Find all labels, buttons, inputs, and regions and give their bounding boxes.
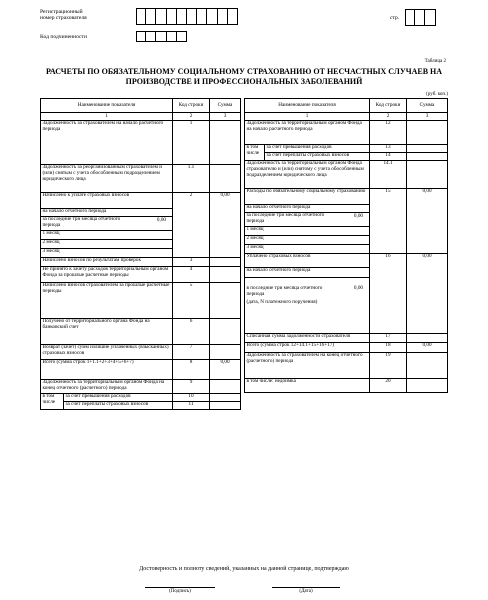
table-row: Начислено взносов страхователем за прошлые расчетные периоды 5	[41, 282, 241, 318]
table-row: Всего (сумма строк 1+1.1+2+3+4+5+6+7) 8 0,00	[41, 359, 241, 379]
signature-line[interactable]	[145, 587, 215, 588]
row-2-sum[interactable]: 0,00	[210, 192, 241, 208]
table-row: Задолженность за территориальным органом Фонда на начало расчетного периода 12	[245, 120, 448, 144]
table-row: на начало отчетного периода	[41, 208, 241, 216]
right-table: Наименование показателя Код строки Сумма 1 2 3 Задолженность за территориальным органом Фонда на начало расчетного периода 12 в том числе за счет превышения расходов 13 за счет переплаты страховых взносов 14 Задолженность за территориальным органом Фонда страхователю и (или) снятому с учета обособленным подразделением юридического лица 14.1 Расходы по обязательному социальному страхованию 15 0,00 на начало отчетного периода за последние три месяца отчетного периода 0,00 1 месяц 2 месяц 3 месяц Уплачено страховых взносов 16 0,00 на начало отчетного периода в последние три месяца отчетного периода (дата, N платежного поручения) 0,00 Списанная сумма задолженности страхователя 17 Всего (сумма строк 12+14.1+15+16+17) 18 0,00 Задолженность за страхователем на конец отчетного (расчетного) периода 19 в том числе: недоимка 20	[244, 98, 448, 393]
reg-number-cells[interactable]	[136, 8, 238, 25]
row-10-sum[interactable]	[210, 393, 241, 401]
row-18-sum[interactable]: 0,00	[407, 342, 448, 352]
table-row: за счет переплаты страховых взносов 11	[41, 401, 241, 409]
table-row: Уплачено страховых взносов 16 0,00	[245, 253, 448, 267]
row-16-sum[interactable]: 0,00	[407, 253, 448, 267]
row-5-sum[interactable]	[210, 282, 241, 318]
col-sum-header: Сумма	[210, 99, 241, 113]
page-label: стр.	[390, 15, 400, 21]
table-row: Не принято к зачету расходов территориальным органом Фонда за прошлые расчетные периоды 4	[41, 266, 241, 282]
sub-code-label: Код подчиненности	[40, 34, 87, 40]
table-row: в том числе за счет превышения расходов 10	[41, 393, 241, 401]
table-row: в том числе: недоимка 20	[245, 378, 448, 392]
row-13-sum[interactable]	[407, 144, 448, 152]
table-row: Всего (сумма строк 12+14.1+15+16+17) 18 0,00	[245, 342, 448, 352]
reg-number-label: Регистрационный номер страхователя	[40, 9, 87, 22]
table-row: Задолженность за реорганизованным страхователем и (или) снятым с учета обособленным подразделением юридического лица 1.1	[41, 164, 241, 192]
row-19-sum[interactable]	[407, 352, 448, 378]
table-row: Начислено к уплате страховых взносов 2 0,00	[41, 192, 241, 208]
signature-label: (Подпись)	[169, 589, 191, 594]
page-number-cells[interactable]	[405, 9, 436, 26]
row-7-sum[interactable]	[210, 344, 241, 359]
row-17-sum[interactable]	[407, 333, 448, 342]
table-row: Получено от территориального органа Фонда на банковский счет 6	[41, 318, 241, 344]
table-row: Задолженность за территориальным органом Фонда страхователю и (или) снятому с учета обособленным подразделением юридического лица 14.1	[245, 160, 448, 188]
row-20-sum[interactable]	[407, 378, 448, 392]
row-6-sum[interactable]	[210, 318, 241, 344]
table-row: Задолженность за страхователем на начало расчетного периода 1	[41, 120, 241, 164]
row-14-sum[interactable]	[407, 152, 448, 160]
row-15-sum[interactable]: 0,00	[407, 188, 448, 204]
row-3-sum[interactable]	[210, 257, 241, 266]
table-row: Начислено взносов по результатам проверок 3	[41, 257, 241, 266]
table-number: Таблица 2	[424, 59, 446, 64]
row-14-1-sum[interactable]	[407, 160, 448, 188]
row-4-sum[interactable]	[210, 266, 241, 282]
left-table: Наименование показателя Код строки Сумма 1 2 3 Задолженность за страхователем на начало расчетного периода 1 Задолженность за реорганизованным страхователем и (или) снятым с учета обособленным подразделением юридического лица 1.1 Начислено к уплате страховых взносов 2 0,00 на начало отчетного периода за последние три месяца отчетного периода 0,00 1 месяц 2 месяц 3 месяц Начислено взносов по результатам проверок 3 Не принято к зачету расходов территориальным органом Фонда за прошлые расчетные периоды 4 Начислено взносов страхователем за прошлые расчетные периоды 5 Получено от территориального органа Фонда на банковский счет 6 Возврат (зачет) сумм излишне уплаченных (взысканных) страховых взносов 7 Всего (сумма строк 1+1.1+2+3+4+5+6+7) 8 0,00 Задолженность за территориальным органом Фонда на конец отчетного (расчетного) периода 9 в том числе за счет превышения расходов 10 за счет переплаты страховых взносов 11	[40, 98, 241, 410]
col-name-header: Наименование показателя	[41, 99, 173, 113]
row-11-sum[interactable]	[210, 401, 241, 409]
date-line[interactable]	[272, 587, 340, 588]
row-16b-sum[interactable]: 0,00	[353, 284, 363, 291]
row-12-sum[interactable]	[407, 120, 448, 144]
table-row: за счет переплаты страховых взносов 14	[245, 152, 448, 160]
date-label: (Дата)	[299, 589, 313, 594]
table-row: Расходы по обязательному социальному страхованию 15 0,00	[245, 188, 448, 204]
table-row: в том числе за счет превышения расходов 13	[245, 144, 448, 152]
table-row: Возврат (зачет) сумм излишне уплаченных (взысканных) страховых взносов 7	[41, 344, 241, 359]
table-row: за последние три месяца отчетного периода 0,00	[41, 216, 241, 230]
row-9-sum[interactable]	[210, 379, 241, 393]
table-row: Задолженность за страхователем на конец отчетного (расчетного) периода 19	[245, 352, 448, 378]
row-1-sum[interactable]	[210, 120, 241, 164]
row-1-1-sum[interactable]	[210, 164, 241, 192]
table-row: Задолженность за территориальным органом Фонда на конец отчетного (расчетного) периода 9	[41, 379, 241, 393]
row-15b-sum[interactable]: 0,00	[353, 212, 363, 219]
col-code-header: Код строки	[173, 99, 210, 113]
sub-code-cells[interactable]	[136, 31, 187, 42]
units-label: (руб. коп.)	[426, 92, 448, 97]
table-row: Списанная сумма задолженности страхователя 17	[245, 333, 448, 342]
row-2b-sum[interactable]: 0,00	[156, 216, 166, 223]
row-8-sum[interactable]: 0,00	[210, 359, 241, 379]
confirm-text: Достоверность и полноту сведений, указанных на данной странице, подтверждаю	[139, 566, 349, 572]
page-title: РАСЧЕТЫ ПО ОБЯЗАТЕЛЬНОМУ СОЦИАЛЬНОМУ СТРАХОВАНИЮ ОТ НЕСЧАСТНЫХ СЛУЧАЕВ НА ПРОИЗВОДСТВЕ И ПРОФЕССИОНАЛЬНЫХ ЗАБОЛЕВАНИЙ	[45, 67, 443, 86]
